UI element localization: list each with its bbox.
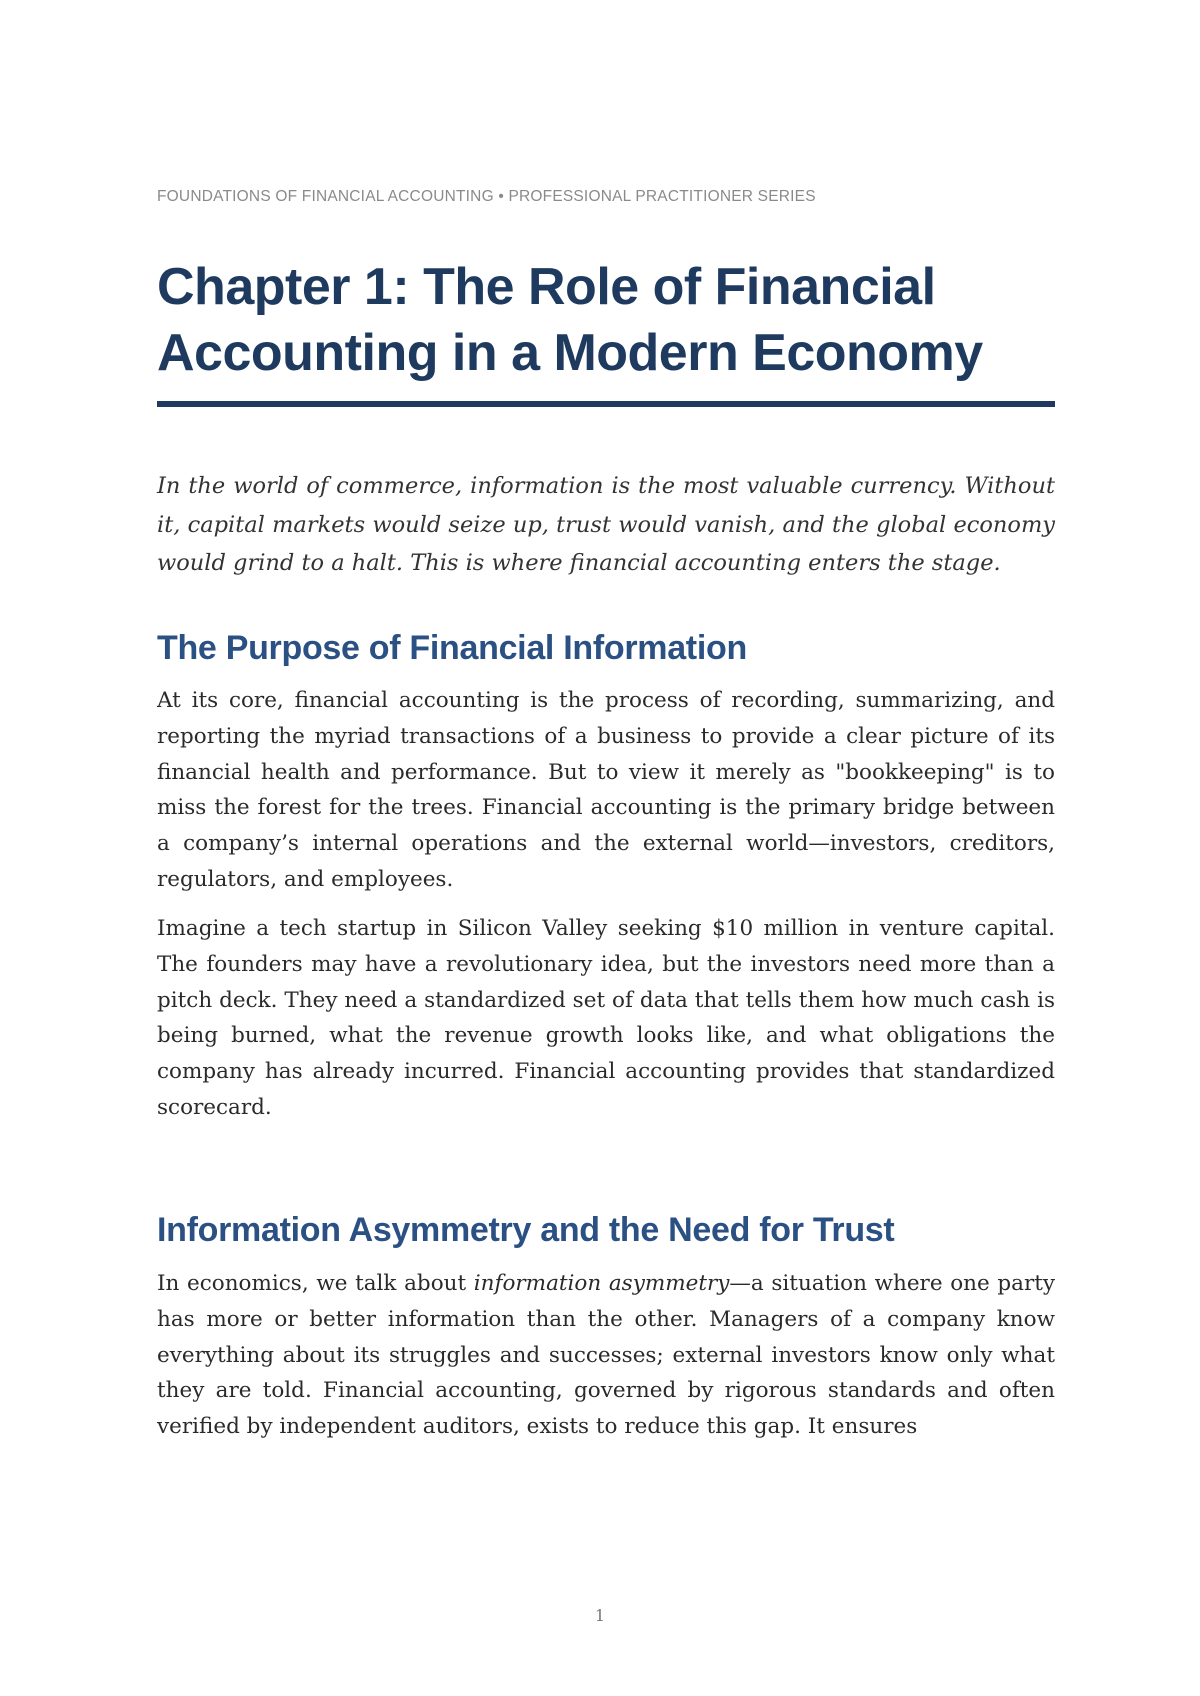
section-heading-purpose: The Purpose of Financial Information <box>157 629 747 667</box>
lead-paragraph: In the world of commerce, information is the most valuable currency. Without it, capital markets would seize up, trust would vanish, and the global economy would grind to a halt. This is where financial accounting enters the stage. <box>157 473 1055 576</box>
emphasized-term: information asymmetry <box>473 1271 730 1296</box>
paragraph-intro-text: In economics, we talk about <box>157 1271 474 1296</box>
series-header: FOUNDATIONS OF FINANCIAL ACCOUNTING • PROFESSIONAL PRACTITIONER SERIES <box>157 188 816 205</box>
title-underline-rule <box>157 401 1055 407</box>
section-heading-asymmetry: Information Asymmetry and the Need for Trust <box>157 1211 895 1249</box>
page-number: 1 <box>594 1606 606 1625</box>
body-paragraph-2: Imagine a tech startup in Silicon Valley seeking $10 million in venture capital. The founders may have a revolutionary idea, but the investors need more than a pitch deck. They need a standardized set of data that tells them how much cash is being burned, what the revenue growth looks like, and what obligations the company has already incurred. Financial accounting provides that standardized scorecard. <box>157 916 1055 1120</box>
body-paragraph-1: At its core, financial accounting is the process of recording, summarizing, and reporting the myriad transactions of a business to provide a clear picture of its financial health and performance. But to view it merely as "bookkeeping" is to miss the forest for the trees. Financial accounting is the primary bridge between a company’s internal operations and the external world—investors, creditors, regulators, and employees. <box>157 688 1055 892</box>
chapter-title: Chapter 1: The Role of Financial Accounting in a Modern Economy <box>157 258 983 382</box>
paragraph-rest-text: —a situation where one party has more or better information than the other. Managers of a company know everything about its struggles and successes; external investors know only what they are told. Financial accounting, governed by rigorous standards and often verified by independent auditors, exists to reduce this gap. It ensures <box>157 1271 1056 1440</box>
body-paragraph-3 <box>157 1266 1055 1445</box>
